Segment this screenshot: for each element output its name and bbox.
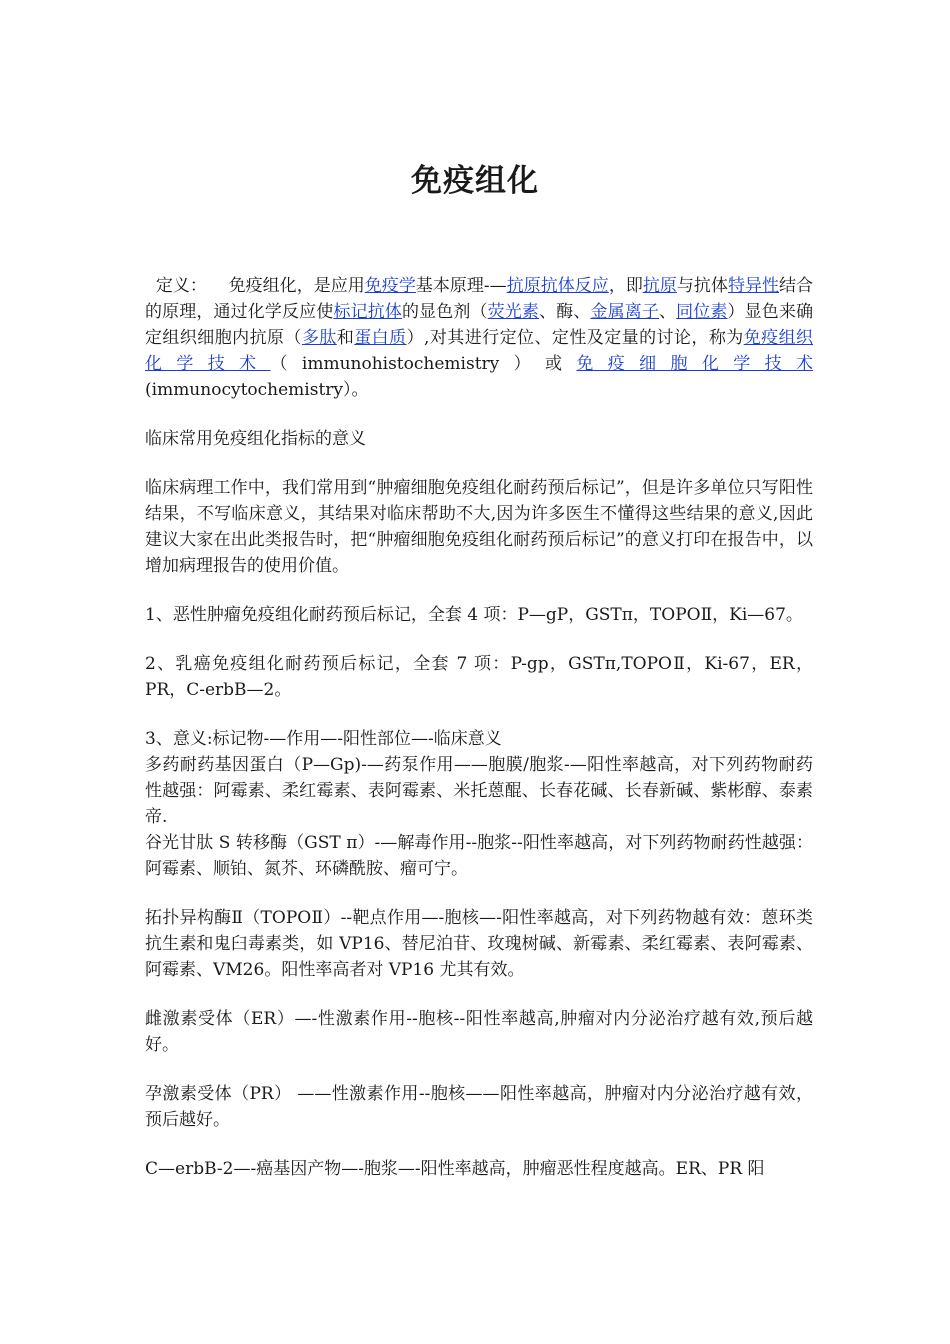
link-antigen[interactable]: 抗原 (642, 276, 677, 296)
definition-text: 的显色剂（ (401, 302, 488, 322)
link-immunology[interactable]: 免疫学 (364, 276, 416, 296)
gst-paragraph: 谷光甘肽 S 转移酶（GST π）-—解毒作用--胞浆--阳性率越高，对下列药物耐药性越强：阿霉素、顺铂、氮芥、环磷酰胺、瘤可宁。 (145, 833, 813, 879)
definition-text: ）,对其进行定位、定性及定量的讨论，称为 (406, 328, 744, 348)
definition-label: 定义： (155, 276, 207, 296)
link-labeled-antibody[interactable]: 标记抗体 (333, 302, 402, 322)
definition-text: 、 (659, 302, 677, 322)
definition-text: 、酶、 (539, 302, 591, 322)
link-immunocytochemistry[interactable]: 免疫细胞化学技术 (576, 354, 814, 374)
link-immunohistochemistry[interactable]: 免疫组织化学技术 (145, 328, 814, 374)
er-paragraph: 雌激素受体（ER）—-性激素作用--胞核--阳性率越高,肿瘤对内分泌治疗越有效,预后越好。 (145, 1009, 813, 1055)
definition-paragraph (145, 273, 813, 403)
pgp-paragraph: 多药耐药基因蛋白（P—Gp)-—药泵作用——胞膜/胞浆-—阳性率越高，对下列药物耐药性越强：阿霉素、柔红霉素、表阿霉素、米托蒽醌、长春花碱、长春新碱、紫彬醇、泰素帝. (145, 755, 813, 827)
page-title: 免疫组化 (411, 163, 539, 199)
list-item-3-title: 3、意义:标记物-—作用—-阳性部位—-临床意义 (145, 729, 502, 749)
link-metal-ion[interactable]: 金属离子 (590, 302, 659, 322)
definition-text: 与抗体 (676, 276, 728, 296)
link-specificity[interactable]: 特异性 (727, 276, 780, 296)
document-body (145, 273, 813, 1205)
definition-text: 免疫组化，是应用 (228, 276, 365, 296)
definition-text: 基本原理-— (415, 276, 507, 296)
topo-paragraph: 拓扑异构酶Ⅱ（TOPOⅡ）--靶点作用—-胞核—-阳性率越高，对下列药物越有效：蒽环类抗生素和鬼臼毒素类，如 VP16、替尼泊苷、玫瑰树碱、新霉素、柔红霉素、表阿霉素、阿霉素、VM26。阳性率高者对 VP16 尤其有效。 (145, 908, 813, 980)
list-item-2: 2、乳癌免疫组化耐药预后标记，全套 7 项：P-gp，GSTπ,TOPOⅡ，Ki-67，ER，PR，C-erbB—2。 (145, 654, 813, 700)
definition-text: 和 (336, 328, 355, 348)
link-isotope[interactable]: 同位素 (676, 302, 728, 322)
intro-paragraph: 临床病理工作中，我们常用到“肿瘤细胞免疫组化耐药预后标记”，但是许多单位只写阳性结果，不写临床意义，其结果对临床帮助不大,因为许多医生不懂得这些结果的意义,因此建议大家在出此类报告时，把“肿瘤细胞免疫组化耐药预后标记”的意义打印在报告中，以增加病理报告的使用价值。 (145, 478, 813, 576)
list-item-1: 1、恶性肿瘤免疫组化耐药预后标记，全套 4 项：P—gP，GSTπ，TOPOⅡ，Ki—67。 (145, 605, 803, 625)
definition-text: (immunocytochemistry）。 (145, 380, 369, 400)
definition-text: ）显色来确定组织细胞内抗原（ (145, 302, 814, 348)
definition-text: （immunohistochemistry）或 (270, 354, 577, 374)
pr-paragraph: 孕激素受体（PR） ——性激素作用--胞核——阳性率越高，肿瘤对内分泌治疗越有效，预后越好。 (145, 1084, 813, 1130)
section-heading: 临床常用免疫组化指标的意义 (145, 429, 366, 449)
link-protein[interactable]: 蛋白质 (354, 328, 407, 348)
definition-text: ，即 (608, 276, 643, 296)
link-fluorescein[interactable]: 荧光素 (487, 302, 540, 322)
link-antigen-antibody-reaction[interactable]: 抗原抗体反应 (506, 276, 609, 296)
link-polypeptide[interactable]: 多肽 (301, 328, 337, 348)
definition-text: 结合的原理，通过化学反应使 (145, 276, 814, 322)
cerbb2-paragraph: C—erbB-2—-癌基因产物—-胞浆—-阳性率越高，肿瘤恶性程度越高。ER、PR 阳 (145, 1159, 765, 1179)
